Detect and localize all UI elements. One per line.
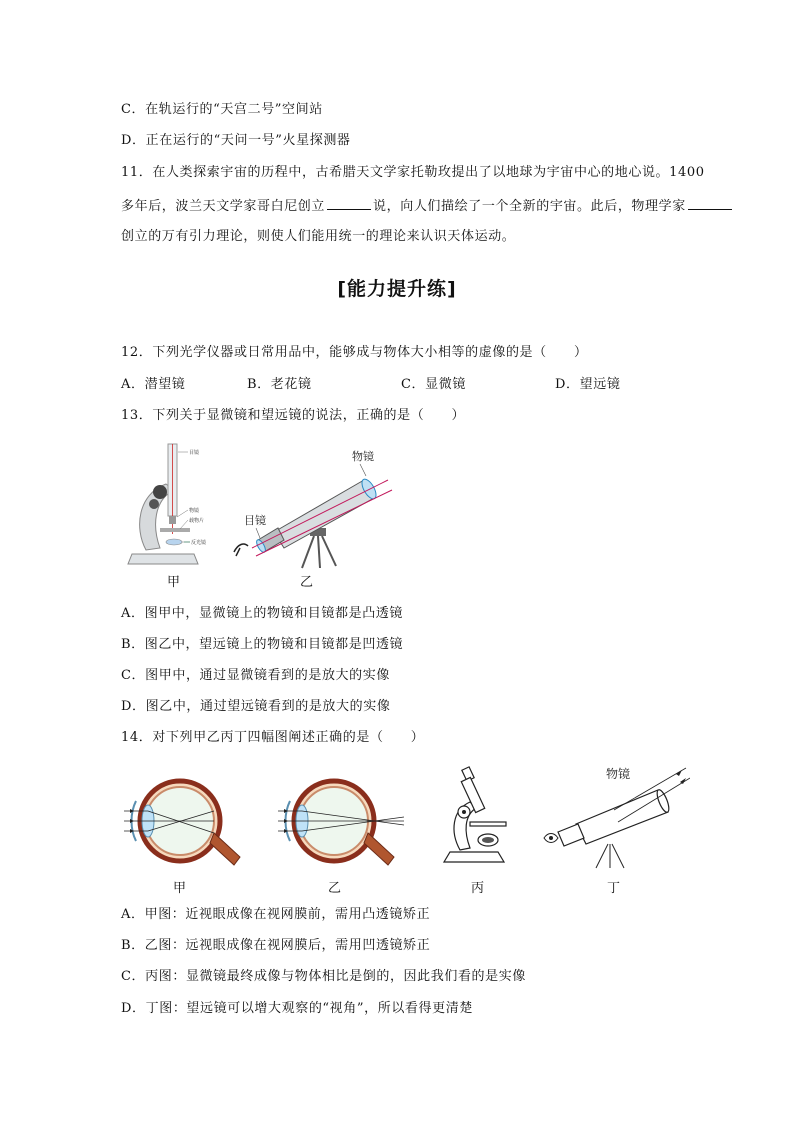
q11-line-2-part-a: 多年后，波兰天文学家哥白尼创立: [121, 199, 326, 214]
fill-blank-1[interactable]: [327, 197, 371, 210]
q12-option-a: A．潜望镜: [121, 377, 186, 392]
q11-line-2-part-b: 说，向人们描绘了一个全新的宇宙。此后，物理学家: [373, 199, 686, 214]
q14-caption-jia: 甲: [173, 881, 187, 896]
q13-option-b: B．图乙中，望远镜上的物镜和目镜都是凹透镜: [121, 637, 404, 652]
microscope-stage-label: 载物片: [189, 518, 205, 524]
telescope-objective-label: 物镜: [352, 450, 374, 463]
q14-option-c: C．丙图：显微镜最终成像与物体相比是倒的，因此我们看的是实像: [121, 969, 526, 984]
q14-caption-bing: 丙: [471, 881, 485, 896]
microscope-eyepiece-label: 目镜: [189, 450, 200, 456]
q13-microscope-figure: [124, 438, 220, 570]
q14-option-d: D．丁图：望远镜可以增大观察的“视角”，所以看得更清楚: [121, 1001, 473, 1016]
q11-line-2: [121, 197, 734, 216]
q13-option-a: A．图甲中，显微镜上的物镜和目镜都是凸透镜: [121, 606, 403, 621]
q14-caption-yi: 乙: [328, 881, 342, 896]
q13-telescope-figure: [228, 444, 396, 572]
q14-telescope-objective-label: 物镜: [606, 767, 631, 781]
q14-microscope-figure: [440, 766, 520, 866]
q12-stem: 12．下列光学仪器或日常用品中，能够成与物体大小相等的虚像的是（ ）: [121, 345, 588, 360]
q13-option-d: D．图乙中，通过望远镜看到的是放大的实像: [121, 699, 391, 714]
q12-option-b: B．老花镜: [247, 377, 312, 392]
q10-option-c: C．在轨运行的“天宫二号”空间站: [121, 102, 323, 117]
q14-caption-ding: 丁: [607, 881, 621, 896]
q13-stem: 13．下列关于显微镜和望远镜的说法，正确的是（ ）: [121, 408, 466, 423]
section-heading: [能力提升练]: [337, 278, 457, 300]
q14-telescope-figure: [540, 766, 690, 870]
fill-blank-2[interactable]: [688, 197, 732, 210]
q13-caption-yi: 乙: [300, 575, 314, 590]
q14-eye-jia-figure: [118, 773, 246, 869]
microscope-mirror-label: 反光镜: [191, 540, 207, 546]
q14-eye-yi-figure: [272, 773, 408, 869]
q13-option-c: C．图甲中，通过显微镜看到的是放大的实像: [121, 668, 390, 683]
q10-option-d: D．正在运行的“天问一号”火星探测器: [121, 133, 351, 148]
microscope-objective-label: 物镜: [189, 508, 200, 514]
q13-caption-jia: 甲: [167, 575, 181, 590]
q14-option-b: B．乙图：远视眼成像在视网膜后，需用凹透镜矫正: [121, 938, 431, 953]
q12-option-c: C．显微镜: [401, 377, 466, 392]
q14-option-a: A．甲图：近视眼成像在视网膜前，需用凸透镜矫正: [121, 907, 431, 922]
q14-stem: 14．对下列甲乙丙丁四幅图阐述正确的是（ ）: [121, 730, 425, 745]
q11-line-3: 创立的万有引力理论，则使人们能用统一的理论来认识天体运动。: [121, 229, 516, 244]
q11-line-1: 11．在人类探索宇宙的历程中，古希腊天文学家托勒玫提出了以地球为宇宙中心的地心说。1400: [121, 165, 705, 180]
q12-option-d: D．望远镜: [555, 377, 621, 392]
telescope-eyepiece-label: 目镜: [244, 514, 266, 527]
